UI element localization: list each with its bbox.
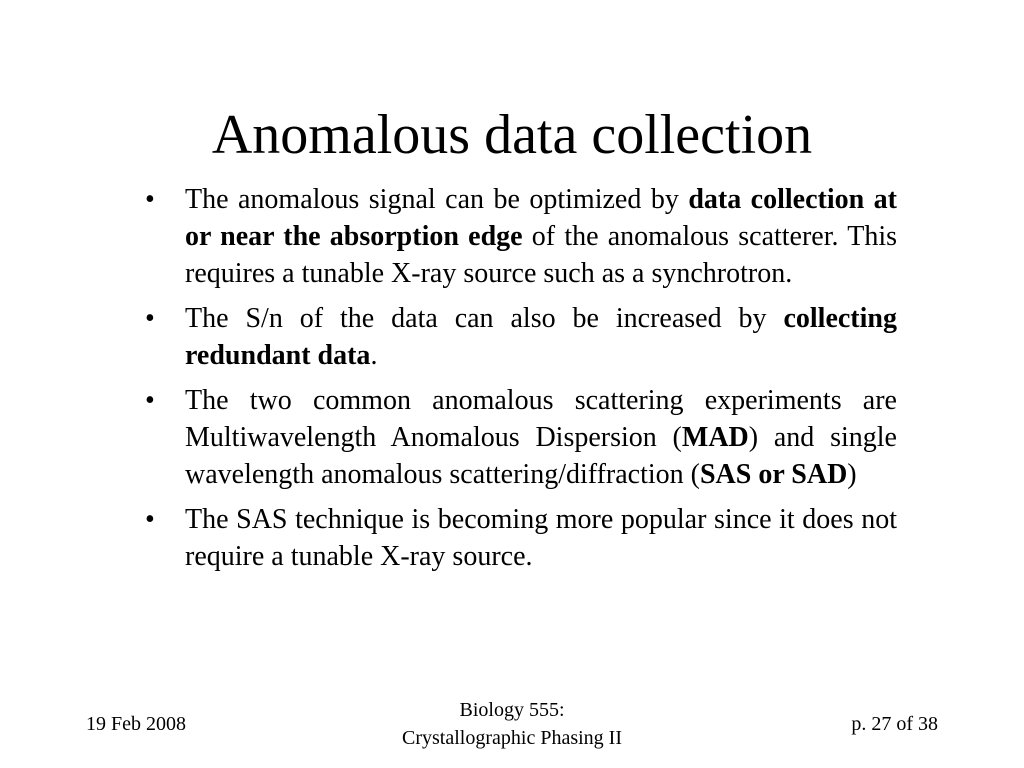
bullet-segment: . [370, 340, 378, 371]
bullet-segment: The SAS technique is becoming more popular since it does not require a tunable X-ray source. [185, 504, 897, 572]
bullet-bold-segment: MAD [681, 422, 749, 453]
bullet-marker: • [145, 385, 155, 416]
bullet-segment: of the anomalous scatterer. This requires a tunable X-ray source such as a synchrotron. [185, 221, 897, 289]
footer-date: 19 Feb 2008 [86, 713, 186, 735]
bullet-bold-segment: data collection at or near the absorption edge [185, 184, 897, 252]
bullet-item [145, 501, 897, 575]
bullet-segment: ) [847, 459, 857, 490]
bullet-segment: The anomalous signal can be optimized by [185, 184, 689, 215]
bullet-item [145, 300, 897, 374]
bullet-list [145, 181, 897, 583]
slide-title: Anomalous data collection [211, 104, 813, 166]
bullet-item [145, 181, 897, 292]
bullet-marker: • [145, 184, 155, 215]
bullet-marker: • [145, 303, 155, 334]
bullet-bold-segment: collecting redundant data [185, 303, 897, 371]
bullet-segment: ) and single wavelength anomalous scattering/diffraction ( [185, 422, 897, 490]
bullet-marker: • [145, 504, 155, 535]
footer-course-line1: Biology 555: [459, 699, 565, 721]
bullet-segment: The two common anomalous scattering experiments are Multiwavelength Anomalous Dispersion ( [185, 385, 897, 453]
footer-page-number: p. 27 of 38 [851, 713, 938, 735]
bullet-segment: The S/n of the data can also be increased by [185, 303, 784, 334]
bullet-text [185, 303, 897, 371]
footer-course [362, 696, 662, 752]
footer-course-line2: Crystallographic Phasing II [402, 727, 622, 749]
bullet-bold-segment: SAS or SAD [699, 459, 848, 490]
bullet-text [185, 385, 897, 490]
bullet-text [185, 504, 897, 572]
bullet-item [145, 382, 897, 493]
bullet-text [185, 184, 897, 289]
